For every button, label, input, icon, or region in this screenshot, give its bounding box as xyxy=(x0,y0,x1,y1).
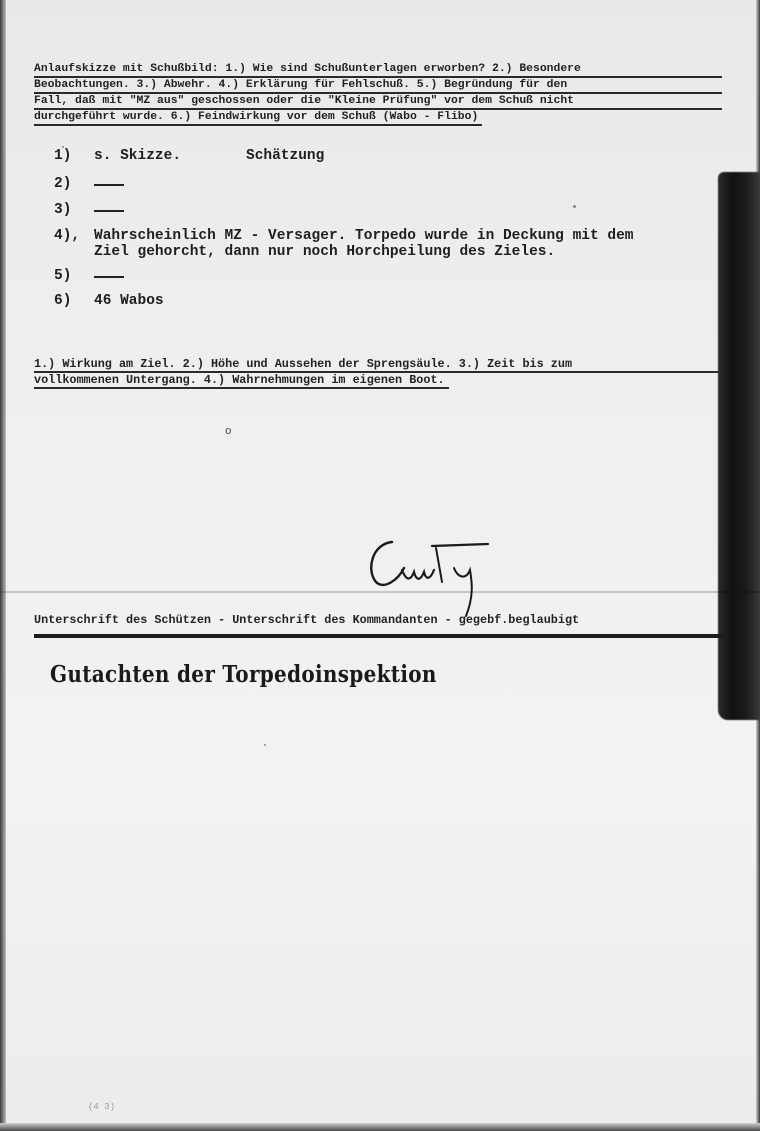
effects-line: 1.) Wirkung am Ziel. 2.) Höhe und Aussehen der Sprengsäule. 3.) Zeit bis zum xyxy=(34,357,720,373)
answer-number: 6) xyxy=(54,293,72,309)
answer-2 xyxy=(54,176,124,192)
effects-line: vollkommenen Untergang. 4.) Wahrnehmungen im eigenen Boot. xyxy=(34,373,449,389)
answer-number: 2) xyxy=(54,176,72,192)
page-mark: (4 3) xyxy=(88,1102,116,1112)
answer-6 xyxy=(54,293,164,309)
commander-signature xyxy=(362,520,502,620)
dash-mark xyxy=(94,276,124,278)
answer-5 xyxy=(54,268,124,284)
answer-text: Wahrscheinlich MZ - Versager. Torpedo wurde in Deckung mit dem Ziel gehorcht, dann nur noch Horchpeilung des Zieles. xyxy=(94,228,634,260)
speck xyxy=(264,744,266,746)
speck xyxy=(62,146,64,148)
answer-number: 5) xyxy=(54,268,72,284)
question-line: Fall, daß mit "MZ aus" geschossen oder die "Kleine Prüfung" vor dem Schuß nicht xyxy=(34,94,722,110)
effects-header xyxy=(34,357,720,394)
signature-caption: Unterschrift des Schützen - Unterschrift des Kommandanten - gegebf.beglaubigt xyxy=(34,613,580,627)
scan-edge-bottom xyxy=(0,1123,760,1131)
stray-mark: o xyxy=(225,426,232,438)
divider-rule xyxy=(34,634,724,638)
question-line: Anlaufskizze mit Schußbild: 1.) Wie sind Schußunterlagen erworben? 2.) Besondere xyxy=(34,62,722,78)
dash-mark xyxy=(94,184,124,186)
answer-text: 46 Wabos xyxy=(94,293,164,309)
speck xyxy=(573,205,576,208)
answer-number: 3) xyxy=(54,202,72,218)
answer-estimate: Schätzung xyxy=(246,148,325,164)
questions-header xyxy=(34,62,722,132)
answer-number: 1) xyxy=(54,148,72,164)
answer-text: s. Skizze. xyxy=(94,148,182,164)
dash-mark xyxy=(94,210,124,212)
answer-4 xyxy=(54,228,734,260)
answer-number: 4), xyxy=(54,228,81,244)
question-line: durchgeführt wurde. 6.) Feindwirkung vor dem Schuß (Wabo - Flibo) xyxy=(34,110,482,126)
scan-edge-left xyxy=(0,0,6,1131)
answer-3 xyxy=(54,202,124,218)
question-line: Beobachtungen. 3.) Abwehr. 4.) Erklärung für Fehlschuß. 5.) Begründung für den xyxy=(34,78,722,94)
answer-1 xyxy=(54,148,724,164)
section-title: Gutachten der Torpedoinspektion xyxy=(50,660,437,688)
